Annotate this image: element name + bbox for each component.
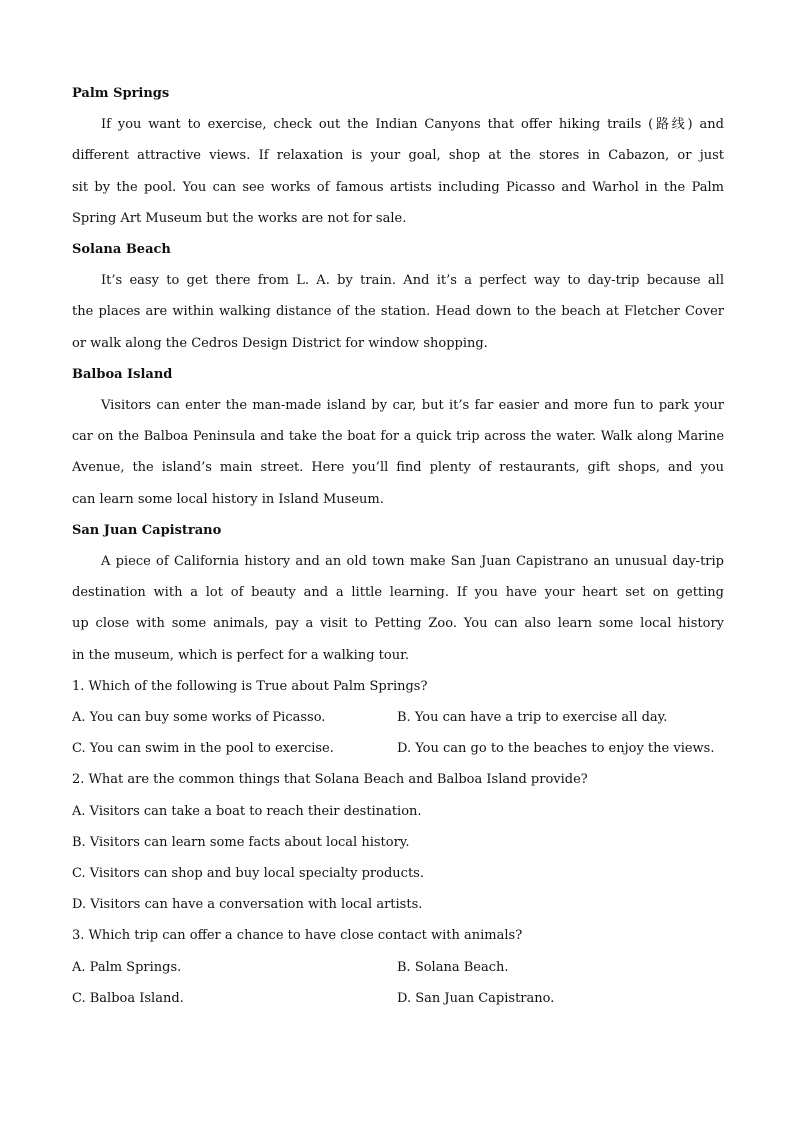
paragraph-line: Visitors can enter the man-made island by car, but it’s far easier and more fun to park your <box>101 398 724 414</box>
question-1-option-b: B. You can have a trip to exercise all day. <box>397 710 668 726</box>
question-2-option-b: B. Visitors can learn some facts about local history. <box>72 834 410 850</box>
paragraph-line: Avenue, the island’s main street. Here you’ll find plenty of restaurants, gift shops, and you <box>72 460 724 476</box>
question-3-option-b: B. Solana Beach. <box>397 959 509 975</box>
question-1-options-row-2 <box>72 733 724 764</box>
paragraph-line: If you want to exercise, check out the Indian Canyons that offer hiking trails (路线) and <box>101 117 724 133</box>
paragraph-palm-springs <box>72 109 724 234</box>
paragraph-line: up close with some animals, pay a visit to Petting Zoo. You can also learn some local history <box>72 616 724 632</box>
paragraph-line: It’s easy to get there from L. A. by train. And it’s a perfect way to day-trip because all <box>101 273 724 289</box>
question-3-stem: 3. Which trip can offer a chance to have close contact with animals? <box>72 928 523 944</box>
question-1-option-a: A. You can buy some works of Picasso. <box>72 710 326 726</box>
paragraph-line: or walk along the Cedros Design District for window shopping. <box>72 335 488 351</box>
question-1-option-c: C. You can swim in the pool to exercise. <box>72 741 334 757</box>
question-3-option-a: A. Palm Springs. <box>72 959 182 975</box>
paragraph-san-juan-capistrano <box>72 546 724 671</box>
section-heading-san-juan-capistrano: San Juan Capistrano <box>72 522 222 538</box>
document-page <box>72 78 724 1014</box>
paragraph-line: can learn some local history in Island Museum. <box>72 491 384 507</box>
paragraph-line: car on the Balboa Peninsula and take the boat for a quick trip across the water. Walk along Marine <box>72 429 724 445</box>
question-2-option-a: A. Visitors can take a boat to reach their destination. <box>72 803 422 819</box>
question-3-option-c: C. Balboa Island. <box>72 990 184 1006</box>
question-3-option-d: D. San Juan Capistrano. <box>397 990 555 1006</box>
section-heading-solana-beach: Solana Beach <box>72 242 171 258</box>
question-3-options-row-2 <box>72 983 724 1014</box>
question-1-stem: 1. Which of the following is True about Palm Springs? <box>72 678 428 694</box>
paragraph-line: the places are within walking distance of the station. Head down to the beach at Fletcher Cover <box>72 304 724 320</box>
paragraph-line: A piece of California history and an old town make San Juan Capistrano an unusual day-trip <box>101 554 724 570</box>
paragraph-line: Spring Art Museum but the works are not for sale. <box>72 210 407 226</box>
question-3-options-row-1 <box>72 952 724 983</box>
paragraph-solana-beach <box>72 265 724 359</box>
question-1-option-d: D. You can go to the beaches to enjoy the views. <box>397 741 715 757</box>
paragraph-balboa-island <box>72 390 724 515</box>
paragraph-line: different attractive views. If relaxation is your goal, shop at the stores in Cabazon, or just <box>72 148 724 164</box>
question-2-stem: 2. What are the common things that Solana Beach and Balboa Island provide? <box>72 772 588 788</box>
section-heading-palm-springs: Palm Springs <box>72 86 170 101</box>
paragraph-line: destination with a lot of beauty and a little learning. If you have your heart set on getting <box>72 585 724 601</box>
question-1-options-row-1 <box>72 702 724 733</box>
section-heading-balboa-island: Balboa Island <box>72 366 173 382</box>
paragraph-line: in the museum, which is perfect for a walking tour. <box>72 647 409 663</box>
question-2-option-d: D. Visitors can have a conversation with local artists. <box>72 897 423 913</box>
question-2-option-c: C. Visitors can shop and buy local specialty products. <box>72 866 424 882</box>
paragraph-line: sit by the pool. You can see works of famous artists including Picasso and Warhol in the Palm <box>72 179 724 195</box>
